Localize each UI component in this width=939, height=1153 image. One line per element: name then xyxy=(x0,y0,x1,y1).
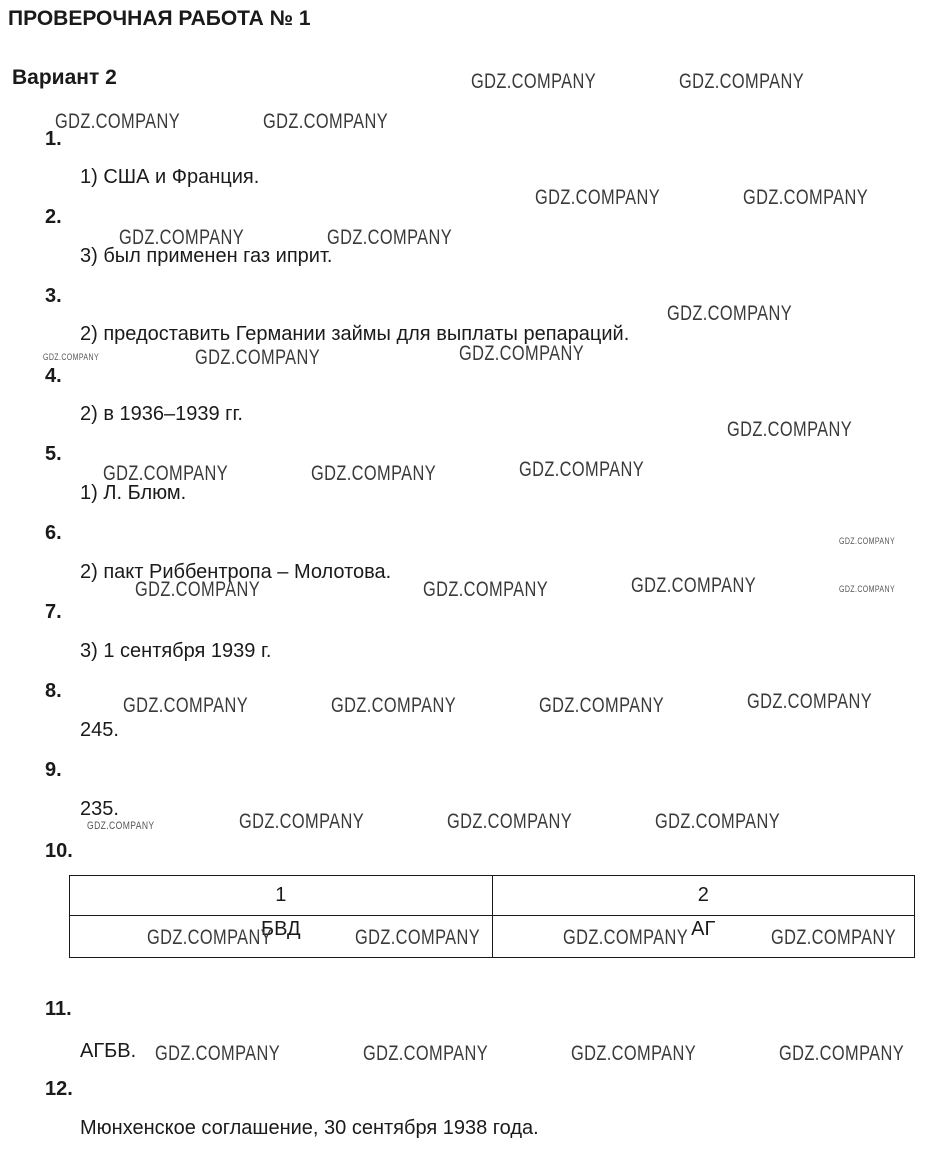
question-answer: 2) пакт Риббентропа – Молотова. xyxy=(80,561,392,583)
watermark: GDZ.COMPANY xyxy=(571,1042,697,1065)
table-header-cell: 1 xyxy=(70,876,493,916)
watermark: GDZ.COMPANY xyxy=(727,418,853,441)
watermark: GDZ.COMPANY xyxy=(839,584,896,594)
watermark: GDZ.COMPANY xyxy=(363,1042,489,1065)
watermark: GDZ.COMPANY xyxy=(331,694,457,717)
table-row xyxy=(70,876,915,916)
watermark: GDZ.COMPANY xyxy=(43,352,100,362)
question-answer: 1) США и Франция. xyxy=(80,166,260,188)
watermark: GDZ.COMPANY xyxy=(119,226,245,249)
watermark: GDZ.COMPANY xyxy=(519,458,645,481)
watermark: GDZ.COMPANY xyxy=(459,342,585,365)
watermark: GDZ.COMPANY xyxy=(147,926,273,949)
table-cell: АГ xyxy=(492,916,915,958)
watermark: GDZ.COMPANY xyxy=(55,110,181,133)
watermark: GDZ.COMPANY xyxy=(311,462,437,485)
question-answer: 235. xyxy=(80,798,119,820)
watermark: GDZ.COMPANY xyxy=(655,810,781,833)
watermark: GDZ.COMPANY xyxy=(327,226,453,249)
watermark: GDZ.COMPANY xyxy=(679,70,805,93)
question-number: 12. xyxy=(45,1078,73,1100)
variant-heading: Вариант 2 xyxy=(12,66,117,89)
watermark: GDZ.COMPANY xyxy=(123,694,249,717)
question-number: 7. xyxy=(45,601,62,623)
watermark: GDZ.COMPANY xyxy=(667,302,793,325)
watermark: GDZ.COMPANY xyxy=(471,70,597,93)
watermark: GDZ.COMPANY xyxy=(355,926,481,949)
watermark: GDZ.COMPANY xyxy=(539,694,665,717)
watermark: GDZ.COMPANY xyxy=(103,462,229,485)
question-answer: 2) в 1936–1939 гг. xyxy=(80,403,243,425)
question-number: 10. xyxy=(45,840,73,862)
question-answer: АГБВ. xyxy=(80,1040,137,1062)
watermark: GDZ.COMPANY xyxy=(771,926,897,949)
watermark: GDZ.COMPANY xyxy=(563,926,689,949)
table-header-cell: 2 xyxy=(492,876,915,916)
page-title: ПРОВЕРОЧНАЯ РАБОТА № 1 xyxy=(8,7,311,30)
watermark: GDZ.COMPANY xyxy=(87,820,155,832)
table-cell: БВД xyxy=(70,916,493,958)
question-answer: 3) был применен газ иприт. xyxy=(80,245,333,267)
question-number: 9. xyxy=(45,759,62,781)
question-answer: Мюнхенское соглашение, 30 сентября 1938 года. xyxy=(80,1117,539,1139)
watermark: GDZ.COMPANY xyxy=(747,690,873,713)
question-number: 11. xyxy=(45,998,72,1020)
watermark: GDZ.COMPANY xyxy=(135,578,261,601)
question-answer: 1) Л. Блюм. xyxy=(80,482,187,504)
question-answer: 245. xyxy=(80,719,119,741)
watermark: GDZ.COMPANY xyxy=(631,574,757,597)
watermark: GDZ.COMPANY xyxy=(263,110,389,133)
watermark: GDZ.COMPANY xyxy=(423,578,549,601)
question-number: 1. xyxy=(45,128,62,150)
question-number: 5. xyxy=(45,443,62,465)
watermark: GDZ.COMPANY xyxy=(195,346,321,369)
question-number: 8. xyxy=(45,680,62,702)
watermark: GDZ.COMPANY xyxy=(839,536,896,546)
question-number: 2. xyxy=(45,206,62,228)
watermark: GDZ.COMPANY xyxy=(447,810,573,833)
question-number: 6. xyxy=(45,522,62,544)
watermark: GDZ.COMPANY xyxy=(155,1042,281,1065)
watermark: GDZ.COMPANY xyxy=(535,186,661,209)
question-number: 4. xyxy=(45,365,62,387)
watermark: GDZ.COMPANY xyxy=(743,186,869,209)
question-answer: 2) предоставить Германии займы для выплаты репараций. xyxy=(80,323,630,345)
question-answer: 3) 1 сентября 1939 г. xyxy=(80,640,272,662)
watermark: GDZ.COMPANY xyxy=(779,1042,905,1065)
question-number: 3. xyxy=(45,285,62,307)
watermark: GDZ.COMPANY xyxy=(239,810,365,833)
